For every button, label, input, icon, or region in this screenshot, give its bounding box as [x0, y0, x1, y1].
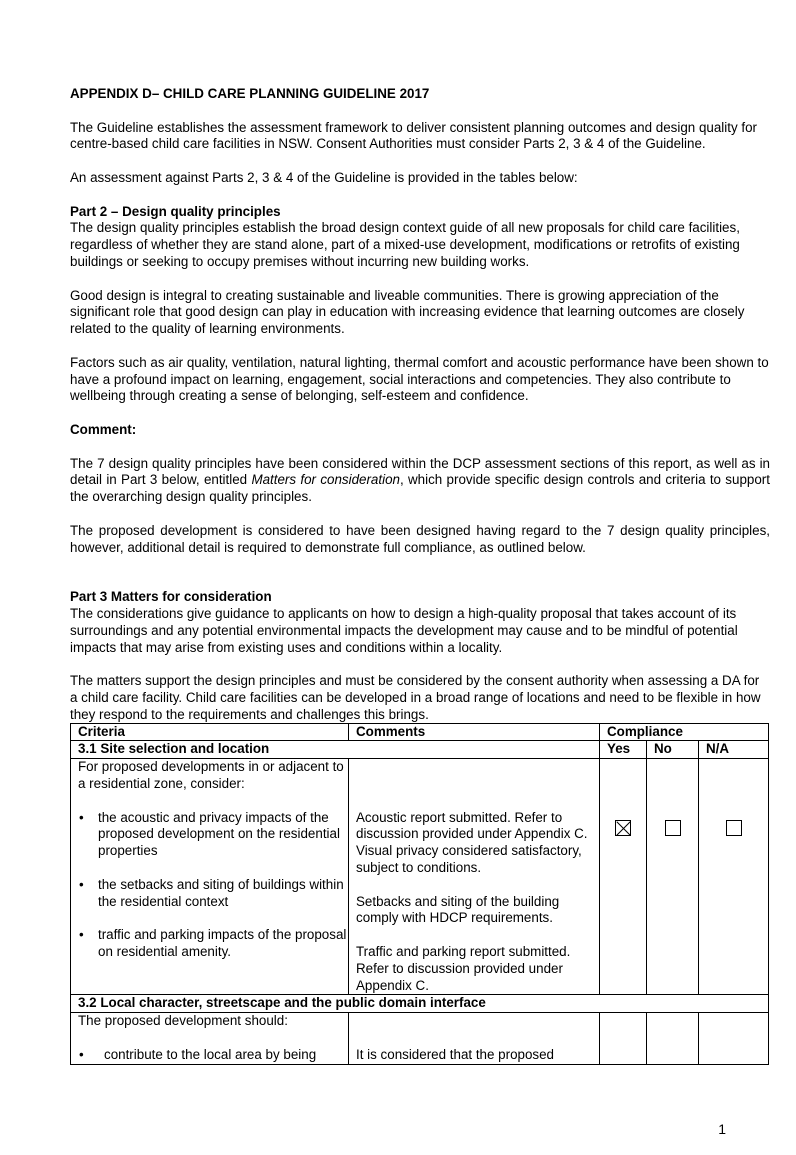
na-cell: [699, 759, 769, 995]
part3-paragraph-2: The matters support the design principles and must be considered by the consent authority when assessing a DA for a child care facility. Child care facilities can be developed in a broad range of locations and need to be flexible in how they respond to the requirements and challenges this brings.: [70, 673, 761, 722]
part3-heading: Part 3 Matters for consideration: [70, 589, 272, 605]
criteria-header: Criteria: [71, 723, 349, 741]
yes-header: Yes: [600, 741, 647, 759]
section-32-comments: [349, 1013, 600, 1064]
table-header-row: [71, 723, 769, 741]
section-32-title-row: [71, 995, 769, 1013]
page-number: 1: [718, 1121, 726, 1137]
list-item: • the setbacks and siting of buildings within the residential context: [78, 877, 348, 911]
part2-paragraph-2: Good design is integral to creating sustainable and liveable communities. There is growing appreciation of the significant role that good design can play in education with increasing evidence that learning outcomes are closely related to the quality of learning environments.: [70, 287, 745, 337]
yes-checkbox[interactable]: [615, 820, 631, 836]
section-31-title-row: [71, 741, 769, 759]
section-32-row: [71, 1013, 769, 1064]
no-checkbox[interactable]: [665, 820, 681, 836]
intro-paragraph: The Guideline establishes the assessment framework to deliver consistent planning outcomes and design quality for centre-based child care facilities in NSW. Consent Authorities must consider Parts 2, 3 & 4 of the Guideline.: [70, 119, 758, 152]
section-31-title: 3.1 Site selection and location: [71, 741, 600, 759]
section-31-comments: [349, 759, 600, 995]
section-32-criteria: [71, 1013, 349, 1064]
assessment-intro: An assessment against Parts 2, 3 & 4 of the Guideline is provided in the tables below:: [70, 169, 578, 185]
na-checkbox[interactable]: [726, 820, 742, 836]
comment-heading: Comment:: [70, 421, 137, 437]
no-cell: [647, 1013, 699, 1064]
list-item: • the acoustic and privacy impacts of the proposed development on the residential properties: [78, 810, 348, 860]
document-page: [70, 86, 770, 1066]
part2-paragraph-1: The design quality principles establish the broad design context guide of all new proposals for child care facilities, regardless of whether they are stand alone, part of a mixed-use development, modifications or retrofits of existing buildings or seeking to occupy premises without incurring new building works.: [70, 220, 740, 269]
comments-header: Comments: [349, 723, 600, 741]
acoustic-comment: Acoustic report submitted. Refer to discussion provided under Appendix C. Visual privacy considered satisfactory, subject to conditions.: [356, 809, 588, 876]
comment-paragraph-2: The proposed development is considered to have been designed having regard to the 7 design quality principles, however, additional detail is required to demonstrate full compliance, as outlined below.: [70, 522, 770, 555]
part2-paragraph-3: Factors such as air quality, ventilation, natural lighting, thermal comfort and acoustic performance have been shown to have a profound impact on learning, engagement, social interactions and competencies. They also contribute to wellbeing through creating a sense of belonging, self-esteem and confidence.: [70, 354, 769, 404]
na-cell: [699, 1013, 769, 1064]
section-32-title: 3.2 Local character, streetscape and the public domain interface: [71, 995, 769, 1013]
part2-heading: Part 2 – Design quality principles: [70, 203, 281, 219]
section-32-lead: The proposed development should:: [78, 1013, 288, 1029]
section-31-criteria: [71, 759, 349, 995]
matters-for-consideration-italic: Matters for consideration: [251, 472, 400, 488]
matters-table: [70, 723, 769, 1065]
section-31-lead: For proposed developments in or adjacent to a residential zone, consider:: [78, 759, 344, 792]
list-item: • traffic and parking impacts of the proposal on residential amenity.: [78, 927, 348, 961]
traffic-comment: Traffic and parking report submitted. Refer to discussion provided under Appendix C.: [356, 944, 571, 993]
yes-cell: [600, 1013, 647, 1064]
setbacks-comment: Setbacks and siting of the building comply with HDCP requirements.: [356, 893, 560, 926]
compliance-header: Compliance: [600, 723, 769, 741]
part3-paragraph-1: The considerations give guidance to applicants on how to design a high-quality proposal that takes account of its surroundings and any potential environmental impacts the development may cause and to be mindful of potential impacts that may arise from existing uses and conditions within a locality.: [70, 606, 738, 655]
yes-cell: [600, 759, 647, 995]
na-header: N/A: [699, 741, 769, 759]
list-item: • contribute to the local area by being: [78, 1047, 348, 1064]
no-cell: [647, 759, 699, 995]
comment-paragraph-1: The 7 design quality principles have been considered within the DCP assessment sections of this report, as well as in detail in Part 3 below, entitled Matters for consideration, which provide specific design controls and criteria to support the overarching design quality principles.: [70, 455, 770, 505]
no-header: No: [647, 741, 699, 759]
section-31-row: [71, 759, 769, 995]
section-32-comment: It is considered that the proposed: [356, 1046, 555, 1062]
document-title: APPENDIX D– CHILD CARE PLANNING GUIDELINE 2017: [70, 86, 430, 101]
